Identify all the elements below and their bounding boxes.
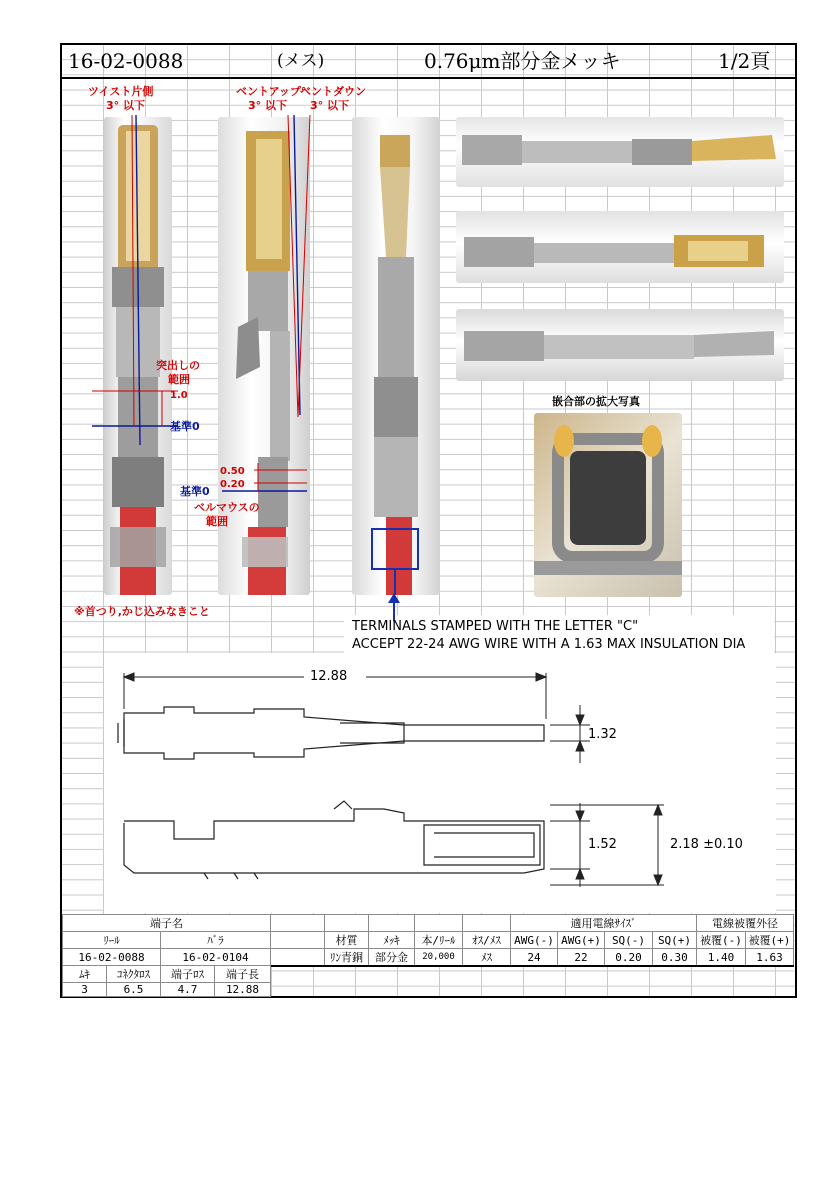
terminal-name-header: 端子名	[63, 915, 271, 932]
warning-note: ※首つり,かじ込みなきこと	[74, 605, 210, 618]
spec-table	[62, 914, 794, 967]
note-stamped: TERMINALS STAMPED WITH THE LETTER "C"	[352, 619, 639, 634]
val-terminal-loss: 4.7	[161, 983, 215, 997]
twist-limit: 3° 以下	[106, 99, 145, 112]
bend-down-label: ベントダウン	[300, 85, 366, 98]
val-awg-max: 22	[558, 949, 605, 967]
spec-header-row-2	[63, 932, 794, 949]
col-strip: ﾑｷ	[63, 966, 107, 983]
col-insulation-max: 被覆(+)	[746, 932, 794, 949]
col-per-reel: 本/ﾘｰﾙ	[415, 932, 463, 949]
bend-up-label: ベントアップ°	[236, 85, 307, 98]
sub-header-row	[63, 966, 271, 983]
val-connector-loss: 6.5	[107, 983, 161, 997]
val-insulation-min: 1.40	[697, 949, 746, 967]
col-awg-min: AWG(-)	[511, 932, 558, 949]
protrusion-value: 1.0	[170, 390, 188, 401]
val-insulation-max: 1.63	[746, 949, 794, 967]
bend-up-limit: 3° 以下	[248, 99, 287, 112]
twist-label: ツイスト片側	[88, 85, 154, 98]
datum-mid: 基準0	[180, 485, 210, 498]
col-sq-max: SQ(+)	[653, 932, 697, 949]
bellmouth-label: ベルマウスの	[194, 501, 260, 514]
col-gender: ｵｽ/ﾒｽ	[463, 932, 511, 949]
val-sq-min: 0.20	[605, 949, 653, 967]
val-plating: 部分金	[369, 949, 415, 967]
dim-side-total: 2.18 ±0.10	[670, 837, 743, 852]
applicable-wire-header: 適用電線ｻｲｽﾞ	[511, 915, 697, 932]
col-reel: ﾘｰﾙ	[63, 932, 161, 949]
dim-top-height: 1.32	[588, 727, 617, 742]
sub-value-row	[63, 983, 271, 997]
col-plating: ﾒｯｷ	[369, 932, 415, 949]
val-terminal-length: 12.88	[215, 983, 271, 997]
photo-annotation-lines	[62, 45, 799, 665]
spec-value-row	[63, 949, 794, 967]
val-strip: 3	[63, 983, 107, 997]
col-terminal-loss: 端子ﾛｽ	[161, 966, 215, 983]
technical-drawing	[104, 653, 776, 913]
col-material: 材質	[325, 932, 369, 949]
bellmouth-label-2: 範囲	[206, 515, 228, 528]
col-awg-max: AWG(+)	[558, 932, 605, 949]
col-terminal-length: 端子長	[215, 966, 271, 983]
col-connector-loss: ｺﾈｸﾀﾛｽ	[107, 966, 161, 983]
dim-side-height: 1.52	[588, 837, 617, 852]
page-number: 1/2頁	[718, 49, 771, 73]
spec-header-row-1	[63, 915, 794, 932]
spec-sheet	[60, 43, 797, 998]
gender-label: (メス)	[277, 51, 325, 71]
closeup-title: 嵌合部の拡大写真	[552, 395, 640, 408]
dim-length: 12.88	[310, 669, 348, 684]
bend-down-limit: 3° 以下	[310, 99, 349, 112]
dimension-drawing	[104, 653, 776, 913]
val-sq-max: 0.30	[653, 949, 697, 967]
val-material: ﾘﾝ青銅	[325, 949, 369, 967]
plating-label: 0.76μm部分金メッキ	[424, 49, 621, 73]
bellmouth-upper: 0.50	[220, 466, 245, 477]
val-reel: 16-02-0088	[63, 949, 161, 967]
col-sq-min: SQ(-)	[605, 932, 653, 949]
val-gender: ﾒｽ	[463, 949, 511, 967]
insulation-od-header: 電線被覆外径	[697, 915, 794, 932]
sub-spec-table	[62, 965, 271, 997]
col-loose: ﾊﾞﾗ	[161, 932, 271, 949]
note-accept: ACCEPT 22-24 AWG WIRE WITH A 1.63 MAX INSULATION DIA	[352, 637, 746, 652]
part-number: 16-02-0088	[68, 49, 184, 73]
val-per-reel: 20,000	[415, 949, 463, 967]
bellmouth-lower: 0.20	[220, 479, 245, 490]
col-insulation-min: 被覆(-)	[697, 932, 746, 949]
protrusion-label: 突出しの	[156, 359, 200, 372]
protrusion-label-2: 範囲	[168, 373, 190, 386]
datum-left: 基準0	[170, 420, 200, 433]
val-awg-min: 24	[511, 949, 558, 967]
val-loose: 16-02-0104	[161, 949, 271, 967]
